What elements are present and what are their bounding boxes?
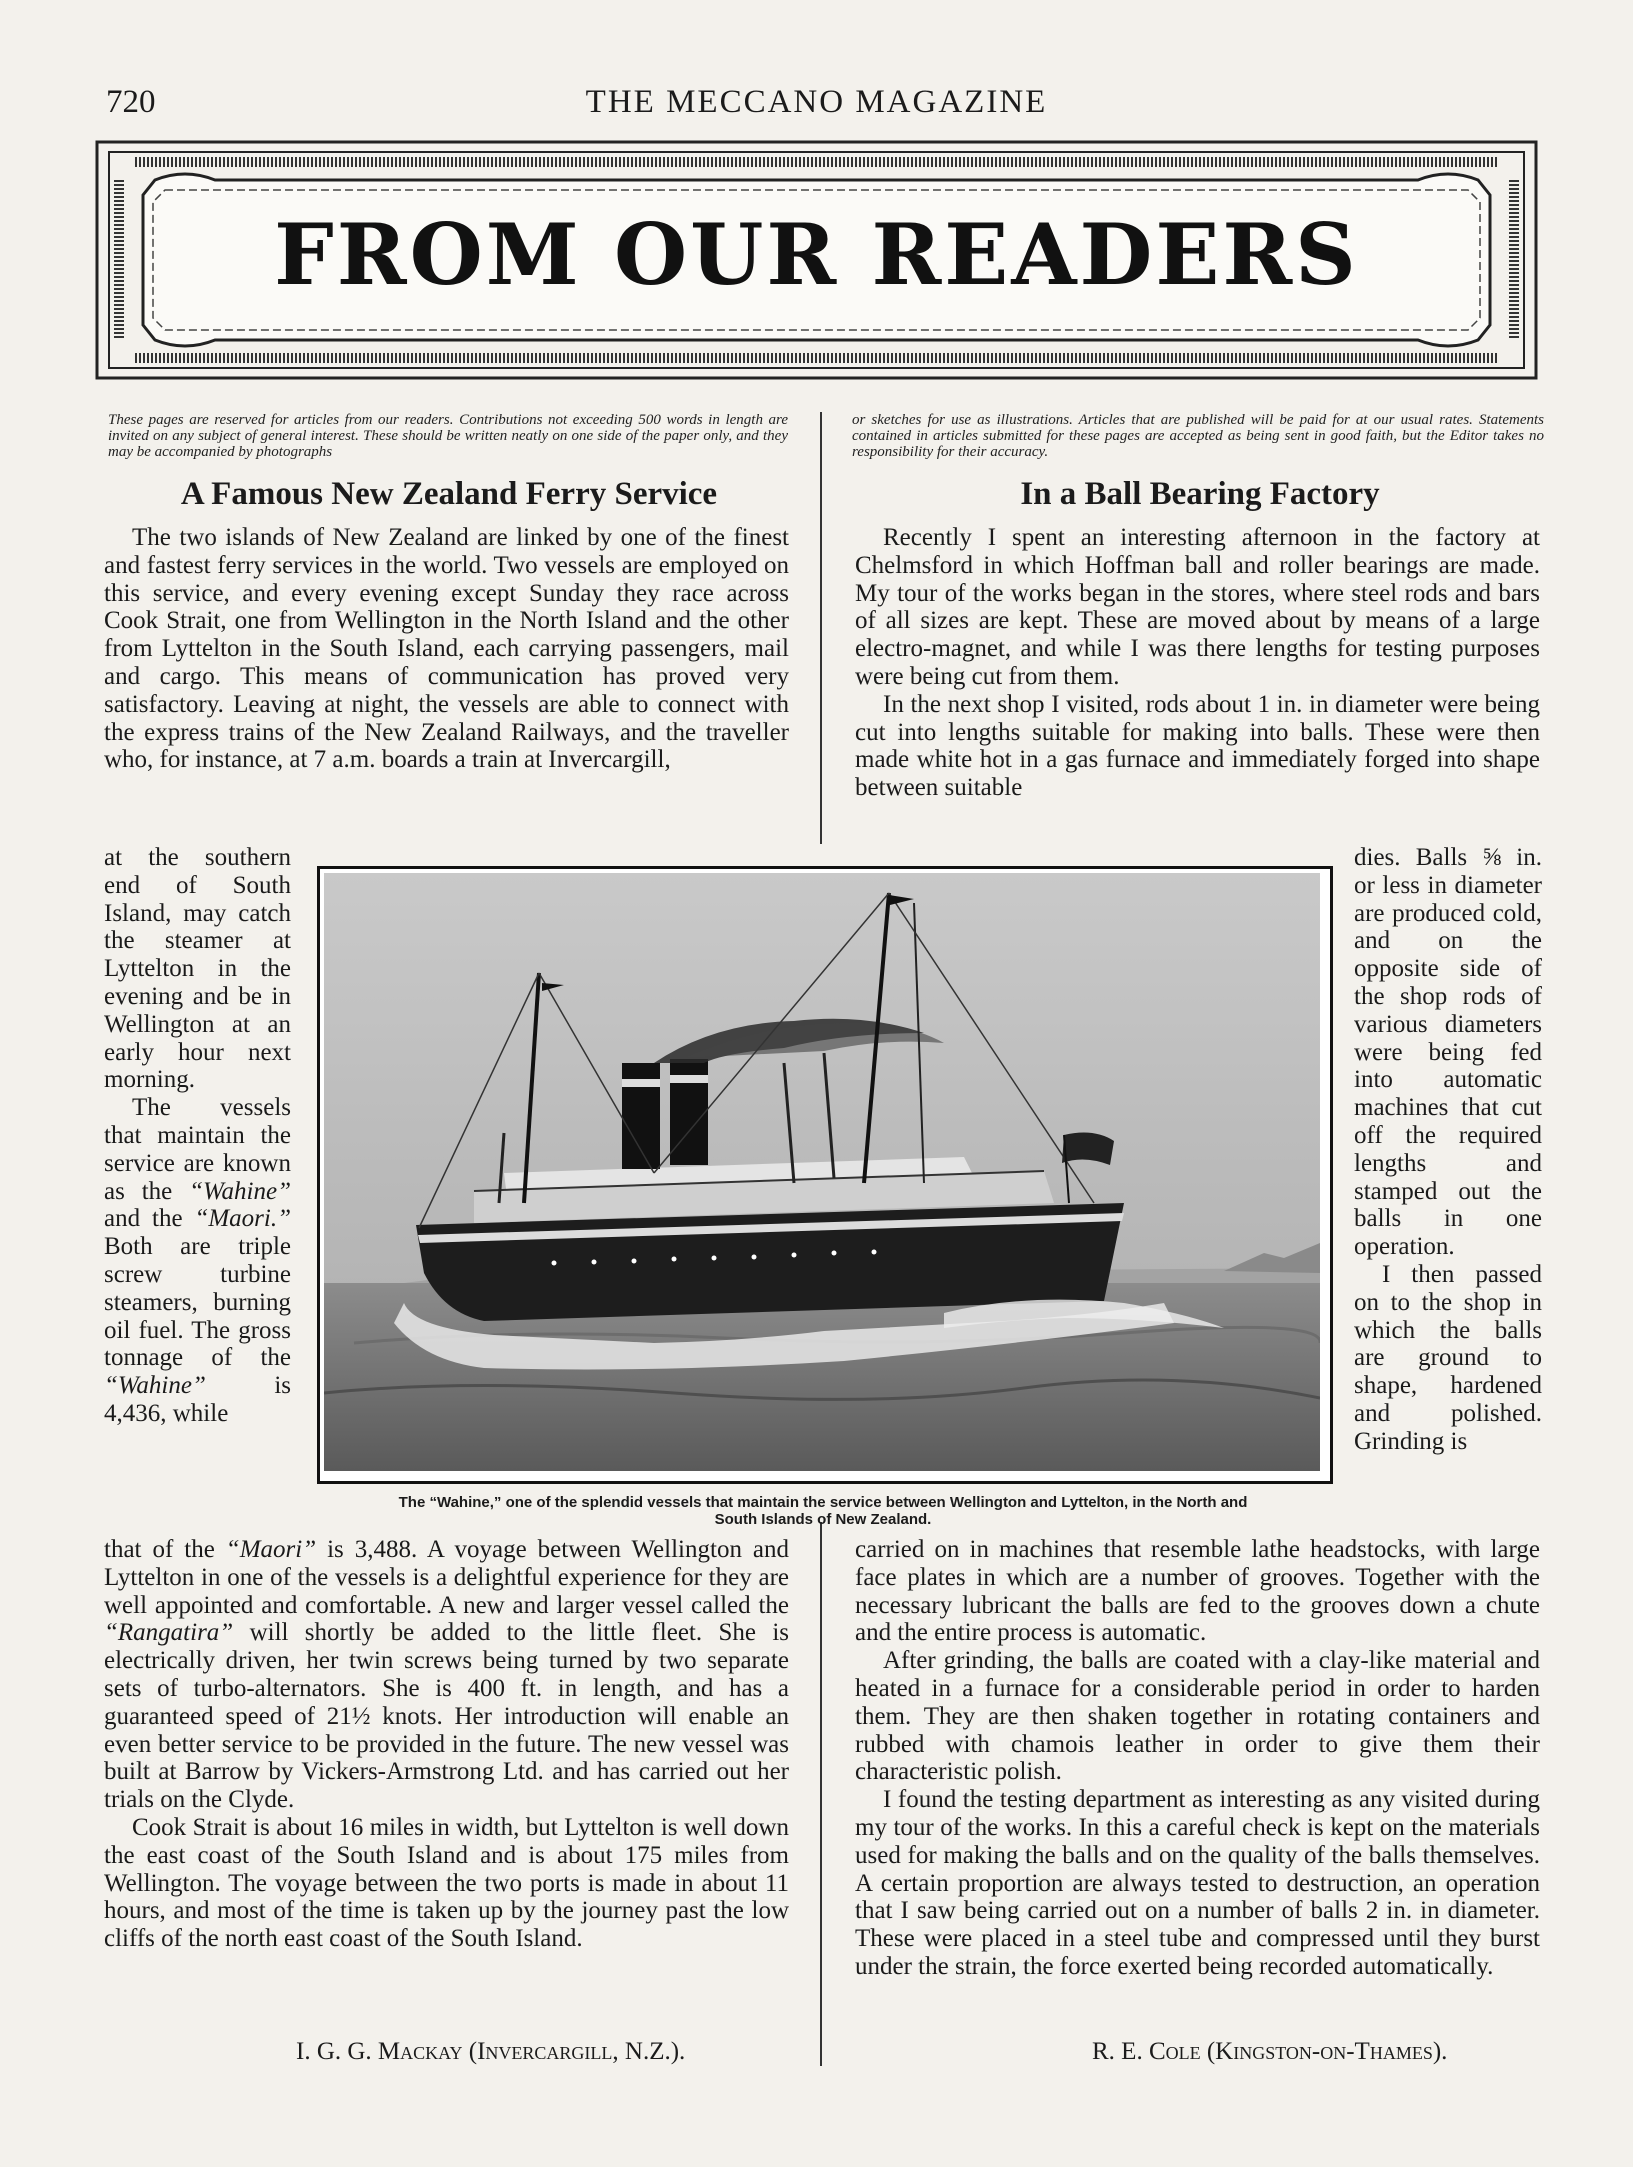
intro-left: These pages are reserved for articles from our readers. Contributions not exceeding 500 words in length are invited on any subject of general interest. These should be written neatly on one side of the paper only, and they may be accompanied by photographs — [108, 412, 788, 460]
article1-bottom-text — [104, 1536, 789, 1953]
article2-narrow-para2: I then passed on to the shop in which the balls are ground to shape, hardened and polished. Grinding is — [1354, 1260, 1542, 1455]
article1-para3: that of the “Maori” is 3,488. A voyage between Wellington and Lyttelton in one of the vessels is a delightful experience for they are well appointed and comfortable. A new and larger vessel called the “Rangatira” will shortly be added to the little fleet. She is electrically driven, her twin screws being turned by two separate sets of turbo-alternators. She is 400 ft. in length, and has a guaranteed speed of 21½ knots. Her introduction will enable an even better service to be provided in the future. The new vessel was built at Barrow by Vickers-Armstrong Ltd. and has carried out her trials on the Clyde. — [104, 1536, 790, 1814]
article1-top-text — [104, 524, 789, 774]
ship-name-rangatira: “Rangatira” — [104, 1619, 234, 1647]
photo-caption: The “Wahine,” one of the splendid vessels that maintain the service between Wellington and Lyttelton, in the North and South Islands of New Zealand. — [398, 1494, 1248, 1528]
ship-name-wahine: “Wahine” — [189, 1177, 291, 1205]
banner-title: FROM OUR READERS — [274, 205, 1359, 304]
article2-bottom-text — [855, 1536, 1540, 1981]
article1-title: A Famous New Zealand Ferry Service — [180, 476, 718, 512]
article1-signature: I. G. G. Mackay (Invercargill, N.Z.). — [296, 2038, 686, 2065]
article2-narrow-text — [1354, 844, 1542, 1456]
column-rule-top — [820, 412, 822, 844]
page-number: 720 — [106, 84, 156, 120]
article2-para5: I found the testing department as interesting as any visited during my tour of the works. In this a careful check is kept on the materials used for making the balls and on the quality of the balls themselves. A certain proportion are always tested to destruction, an operation that I saw being carried out on a number of balls 2 in. in diameter. These were placed in a steel tube and compressed until they burst under the strain, the force exerted being recorded automatically. — [855, 1786, 1540, 1980]
article1-narrow-para1: at the southern end of South Island, may catch the steamer at Lyttelton in the evening and be in Wellington at an early hour next morning. — [104, 844, 291, 1094]
magazine-title: THE MECCANO MAGAZINE — [585, 84, 1048, 120]
article2-title: In a Ball Bearing Factory — [1020, 476, 1380, 512]
article1-para1: The two islands of New Zealand are linked by one of the finest and fastest ferry services in the world. Two vessels are employed on this service, and every evening except Sunday they race across Cook Strait, one from Wellington in the North Island and the other from Lyttelton in the South Island, each carrying passengers, mail and cargo. This means of communication has proved very satisfactory. Leaving at night, the vessels are able to connect with the express trains of the New Zealand Railways, and the traveller who, for instance, at 7 a.m. boards a train at Invercargill, — [104, 524, 789, 774]
article2-para1: Recently I spent an interesting afternoon in the factory at Chelmsford in which Hoffman ball and roller bearings are made. My tour of the works began in the stores, where steel rods and bars of all sizes are kept. These are moved about by means of a large electro-magnet, and while I was there lengths for testing purposes were being cut from them. — [855, 524, 1540, 690]
article2-narrow-para1: dies. Balls ⅝ in. or less in diameter are produced cold, and on the opposite side of the shop rods of various diameters were being fed into automatic machines that cut off the required lengths and stamped out the balls in one operation. — [1354, 844, 1542, 1261]
ferry-steamer-photo — [324, 873, 1320, 1471]
column-rule-bottom — [820, 1522, 822, 2066]
article2-para4: After grinding, the balls are coated with a clay-like material and heated in a furnace for a considerable period in order to harden them. They are then shaken together in rotating containers and rubbed with chamois leather in order to give them their characteristic polish. — [855, 1647, 1540, 1786]
article1-narrow-para2: The vessels that maintain the service are known as the “Wahine” and the “Maori.” Both are triple screw turbine steamers, burning oil fuel. The gross tonnage of the “Wahine” is 4,436, while — [104, 1094, 292, 1427]
ship-name-maori: “Maori.” — [194, 1205, 292, 1233]
article1-narrow-text — [104, 844, 291, 1428]
ship-name-wahine-2: “Wahine” — [104, 1372, 206, 1400]
article2-para3: carried on in machines that resemble lathe headstocks, with large face plates in which are a number of grooves. Together with the necessary lubricant the balls are fed to the grooves down a chute and the entire process is automatic. — [855, 1536, 1540, 1647]
article2-signature: R. E. Cole (Kingston-on-Thames). — [1092, 2038, 1448, 2065]
article1-para4: Cook Strait is about 16 miles in width, but Lyttelton is well down the east coast of the South Island and is about 175 miles from Wellington. The voyage between the two ports is made in about 11 hours, and most of the time is taken up by the journey past the low cliffs of the north east coast of the South Island. — [104, 1813, 789, 1953]
intro-right: or sketches for use as illustrations. Articles that are published will be paid for at our usual rates. Statements contained in articles submitted for these pages are accepted as being sent in good faith, but the Editor takes no responsibility for their accuracy. — [852, 412, 1544, 460]
article2-top-text — [855, 524, 1540, 802]
article2-para2: In the next shop I visited, rods about 1 in. in diameter were being cut into lengths suitable for making into balls. These were then made white hot in a gas furnace and immediately forged into shape between suitable — [855, 690, 1540, 802]
